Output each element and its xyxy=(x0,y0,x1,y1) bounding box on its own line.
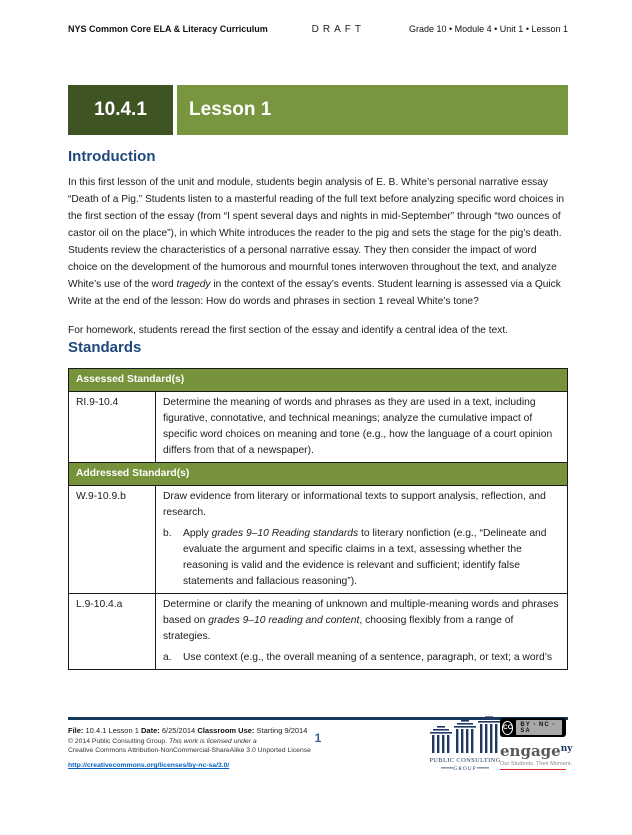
intro-text-b: in the context of the essay’s events. Student learning is assessed via a Quick Write at the end of the lesson: How do words and phrases in section 1 reveal White’s tone? xyxy=(68,279,561,307)
copyright-text: © 2014 Public Consulting Group. xyxy=(68,738,168,745)
standard-italic: grades 9–10 reading and content xyxy=(208,615,360,626)
subitem-text-b: to literary nonfiction (e.g., “Delineate and evaluate the argument and specific claims in a text, assessing whether the reasoning is valid and the evidence is relevant and sufficient; identify false statements and fallacious reasoning”). xyxy=(183,528,547,587)
cc-license-badge xyxy=(500,718,566,737)
date-label: Date: xyxy=(141,726,160,735)
subitem-marker: a. xyxy=(163,652,172,663)
standard-code: W.9-10.9.b xyxy=(69,486,156,594)
subitem-text: Use context (e.g., the overall meaning of a sentence, paragraph, or text; a word’s xyxy=(183,652,552,663)
cc-icon: CC xyxy=(502,721,513,735)
date-value: 6/25/2014 xyxy=(161,726,196,735)
breadcrumb: Grade 10 • Module 4 • Unit 1 • Lesson 1 xyxy=(408,24,568,34)
standard-text-a: Determine or clarify the meaning of unknown and multiple-meaning words and phrases based on xyxy=(163,599,559,626)
subitem-marker: b. xyxy=(163,528,172,539)
standard-code: L.9-10.4.a xyxy=(69,594,156,670)
engage-wordmark: engage xyxy=(500,742,561,760)
assessed-standards-header: Assessed Standard(s) xyxy=(69,369,568,392)
page-header xyxy=(68,24,568,35)
standard-text-b: , choosing flexibly from a range of strategies. xyxy=(163,615,514,642)
table-row xyxy=(69,594,568,670)
lesson-title: Lesson 1 xyxy=(177,85,568,135)
intro-paragraph xyxy=(68,174,568,310)
page-number: 1 xyxy=(314,731,322,745)
standard-text-main xyxy=(163,597,560,645)
license-link[interactable]: http://creativecommons.org/licenses/by-nc-sa/3.0/ xyxy=(68,762,230,769)
file-label: File: xyxy=(68,726,84,735)
pcg-group-text: GROUP xyxy=(453,766,477,772)
main-content xyxy=(68,148,568,670)
pcg-name-text: PUBLIC CONSULTING xyxy=(429,757,501,764)
table-row xyxy=(69,392,568,463)
footer-license-line: Creative Commons Attribution-NonCommercial-ShareAlike 3.0 Unported License xyxy=(68,747,311,754)
lesson-code: 10.4.1 xyxy=(68,85,173,135)
homework-paragraph: For homework, students reread the first section of the essay and identify a central idea of the text. xyxy=(68,325,508,336)
standard-code: RI.9-10.4 xyxy=(69,392,156,463)
file-value: 10.4.1 Lesson 1 xyxy=(85,726,139,735)
intro-heading: Introduction xyxy=(68,148,156,165)
curriculum-title: NYS Common Core ELA & Literacy Curriculum xyxy=(68,24,268,34)
standard-text: Determine the meaning of words and phrases as they are used in a text, including figurative, connotative, and technical meanings; analyze the cumulative impact of specific word choices on meaning and tone (e.g., how the language of a court opinion differs from that of a newspaper). xyxy=(156,392,568,463)
engageny-logo xyxy=(500,739,573,760)
standard-subitem xyxy=(163,650,560,666)
subitem-italic: grades 9–10 Reading standards xyxy=(211,528,359,539)
engageny-tagline: Our Students. Their Moment. xyxy=(500,761,566,770)
intro-text-a: In this first lesson of the unit and module, students begin analysis of E. B. White’s personal narrative essay “Death of a Pig.” Students listen to a masterful reading of the full text before analyzing specific word choices in the first section of the essay (from “I spent several days and nights in mid-September” through “two ounces of castor oil on the place”), in which White introduces the reader to the pig and sets the stage for the pig’s death. Students review the characteristics of a personal narrative essay. They then consider the impact of word choice on the development of the humorous and mournful tones interwoven throughout the text, and analyze White’s use of the word xyxy=(68,177,565,290)
pcg-logo xyxy=(427,716,503,777)
table-row xyxy=(69,463,568,486)
subitem-text xyxy=(183,526,560,590)
standard-text-main: Draw evidence from literary or informational texts to support analysis, reflection, and research. xyxy=(163,491,546,518)
intro-italic-word: tragedy xyxy=(176,279,211,290)
classroom-use-label: Classroom Use: xyxy=(197,726,255,735)
footer-logos xyxy=(500,716,573,770)
engage-ny-superscript: ny xyxy=(560,744,573,754)
draft-watermark: DRAFT xyxy=(311,24,365,35)
standard-text xyxy=(156,486,568,594)
standard-subitem xyxy=(163,526,560,590)
standards-table xyxy=(68,368,568,670)
subitem-text-a: Apply xyxy=(183,528,212,539)
pcg-columns-icon xyxy=(427,716,503,772)
addressed-standards-header: Addressed Standard(s) xyxy=(69,463,568,486)
classroom-use-value: Starting 9/2014 xyxy=(256,726,308,735)
standard-text xyxy=(156,594,568,670)
table-row xyxy=(69,369,568,392)
lesson-banner xyxy=(68,85,568,135)
license-text-1: This work is licensed under a xyxy=(168,738,257,745)
cc-by-nc-sa-label: BY - NC - SA xyxy=(516,720,562,735)
standards-heading: Standards xyxy=(68,339,142,356)
table-row xyxy=(69,486,568,594)
